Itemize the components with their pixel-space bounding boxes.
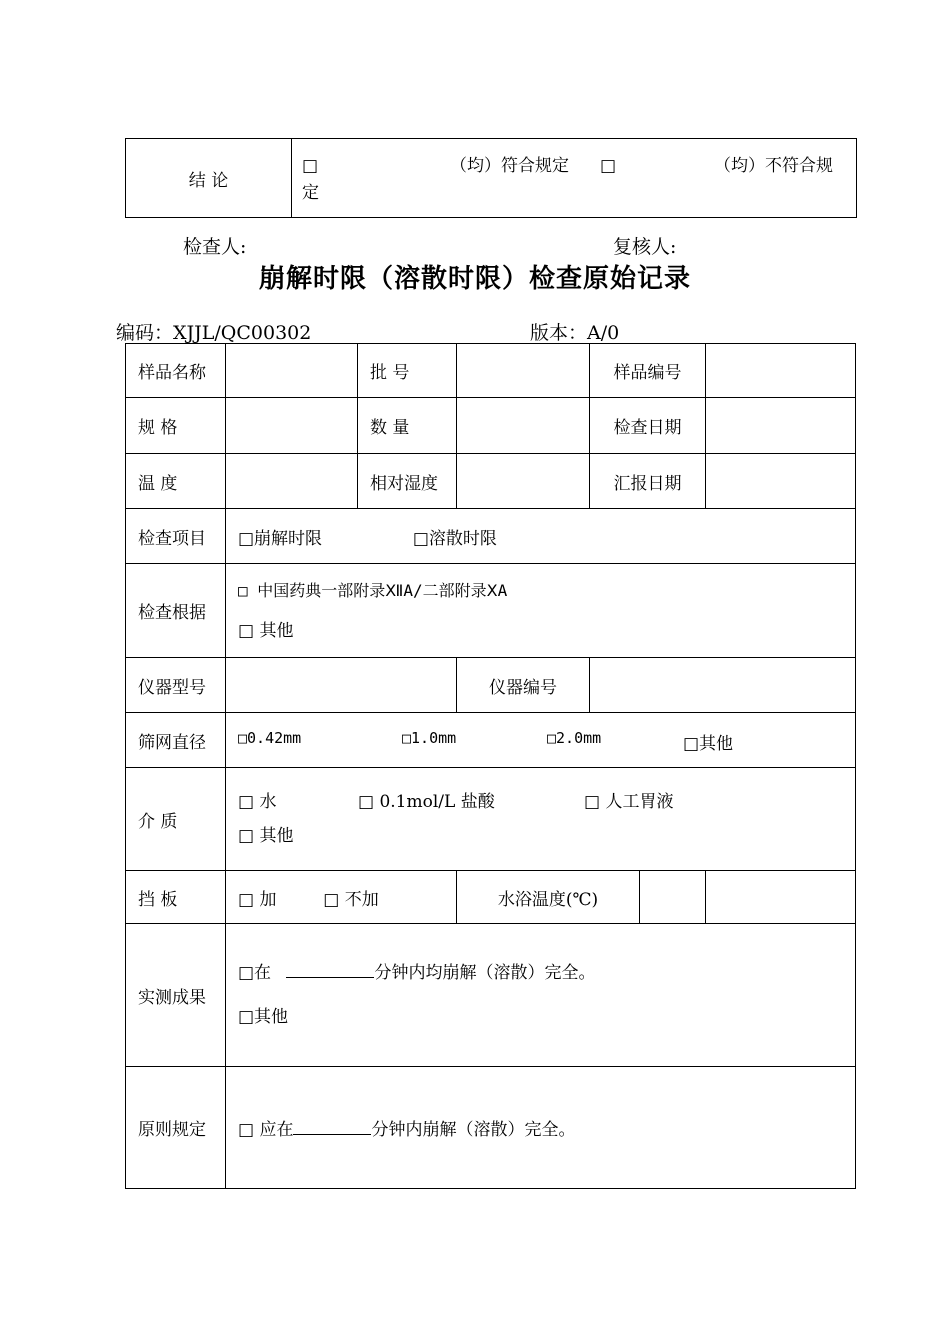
basis-options: [226, 564, 856, 658]
baffle-add[interactable]: □ 加: [238, 889, 277, 910]
check-item-disintegration[interactable]: □崩解时限: [238, 528, 323, 549]
table-row: [126, 658, 856, 713]
table-row: [126, 398, 856, 454]
baffle-options: [226, 871, 457, 924]
sample-no-field[interactable]: [706, 344, 856, 398]
rule-suffix: 分钟内崩解（溶散）完全。: [371, 1120, 576, 1140]
conclusion-box-pass[interactable]: □: [302, 156, 319, 176]
medium-hcl[interactable]: □ 0.1mol/L 盐酸: [358, 792, 495, 812]
conclusion-options: [292, 139, 857, 218]
rule-minutes-blank[interactable]: [293, 1120, 371, 1135]
spec-field[interactable]: [226, 398, 358, 454]
rule-prefix[interactable]: □ 应在: [238, 1120, 294, 1140]
table-row: [126, 454, 856, 509]
medium-gastric[interactable]: □ 人工胃液: [584, 792, 674, 812]
sample-name-label: 样品名称: [126, 344, 226, 398]
conclusion-table: [125, 138, 857, 218]
basis-label: 检查根据: [126, 564, 226, 658]
reviewer-label: 复核人:: [613, 236, 677, 258]
quantity-field[interactable]: [457, 398, 590, 454]
medium-other[interactable]: □ 其他: [238, 826, 294, 846]
humidity-field[interactable]: [457, 454, 590, 509]
table-row: [126, 924, 856, 1067]
spec-label: 规 格: [126, 398, 226, 454]
sieve-options: [226, 713, 856, 768]
medium-label: 介 质: [126, 768, 226, 871]
medium-options: [226, 768, 856, 871]
conclusion-fail-text: （均）不符合规: [714, 156, 833, 176]
doc-version: 版本：A/0: [530, 322, 620, 344]
table-row: [126, 713, 856, 768]
inspector-label: 检查人:: [183, 236, 247, 258]
instrument-model-field[interactable]: [226, 658, 457, 713]
baffle-no-add[interactable]: □ 不加: [323, 889, 379, 910]
table-row: [126, 509, 856, 564]
temperature-field[interactable]: [226, 454, 358, 509]
baffle-label: 挡 板: [126, 871, 226, 924]
result-other[interactable]: □其他: [238, 1007, 289, 1027]
result-line-1: [238, 951, 855, 995]
result-checkbox-text[interactable]: □在: [238, 963, 272, 983]
conclusion-pass-text: （均）符合规定: [450, 156, 569, 176]
bath-temp-field[interactable]: [640, 871, 705, 923]
check-item-options: [226, 509, 856, 564]
page-title: 崩解时限（溶散时限）检查原始记录: [258, 264, 691, 294]
sample-name-field[interactable]: [226, 344, 358, 398]
check-date-label: 检查日期: [590, 398, 706, 454]
sieve-10[interactable]: □1.0mm: [402, 729, 457, 747]
sieve-other[interactable]: □其他: [683, 734, 734, 754]
rule-content: [226, 1067, 856, 1189]
medium-water[interactable]: □ 水: [238, 792, 277, 812]
bath-temp-field-extra[interactable]: [706, 871, 856, 924]
report-date-field[interactable]: [706, 454, 856, 509]
conclusion-wrap-text: 定: [302, 183, 319, 203]
humidity-label: 相对湿度: [358, 454, 457, 509]
instrument-no-label: 仪器编号: [457, 658, 590, 713]
result-line-1-suffix: 分钟内均崩解（溶散）完全。: [374, 963, 596, 983]
record-table: [125, 343, 856, 1189]
result-label: 实测成果: [126, 924, 226, 1067]
conclusion-box-fail[interactable]: □: [600, 156, 617, 176]
instrument-model-label: 仪器型号: [126, 658, 226, 713]
table-row: [126, 1067, 856, 1189]
result-content: [226, 924, 856, 1067]
sieve-label: 筛网直径: [126, 713, 226, 768]
rule-label: 原则规定: [126, 1067, 226, 1189]
temperature-label: 温 度: [126, 454, 226, 509]
bath-temp-label: 水浴温度(℃): [457, 871, 640, 923]
sieve-20[interactable]: □2.0mm: [547, 729, 602, 747]
table-row: [126, 768, 856, 871]
check-date-field[interactable]: [706, 398, 856, 454]
table-row: [126, 564, 856, 658]
basis-other[interactable]: □ 其他: [238, 620, 294, 641]
check-item-label: 检查项目: [126, 509, 226, 564]
report-date-label: 汇报日期: [590, 454, 706, 509]
instrument-no-field[interactable]: [590, 658, 856, 713]
check-item-dissolution[interactable]: □溶散时限: [412, 528, 497, 549]
batch-no-label: 批 号: [358, 344, 457, 398]
table-row: [126, 871, 856, 924]
conclusion-label: 结 论: [126, 139, 292, 218]
basis-pharmacopoeia[interactable]: □ 中国药典一部附录ⅫA/二部附录ⅩA: [238, 580, 508, 600]
doc-code: 编码：XJJL/QC00302: [116, 322, 312, 344]
batch-no-field[interactable]: [457, 344, 590, 398]
result-minutes-blank[interactable]: [286, 963, 374, 978]
bath-temp-cell: [457, 871, 706, 924]
table-row: [126, 344, 856, 398]
quantity-label: 数 量: [358, 398, 457, 454]
sample-no-label: 样品编号: [590, 344, 706, 398]
sieve-042[interactable]: □0.42mm: [238, 729, 302, 747]
